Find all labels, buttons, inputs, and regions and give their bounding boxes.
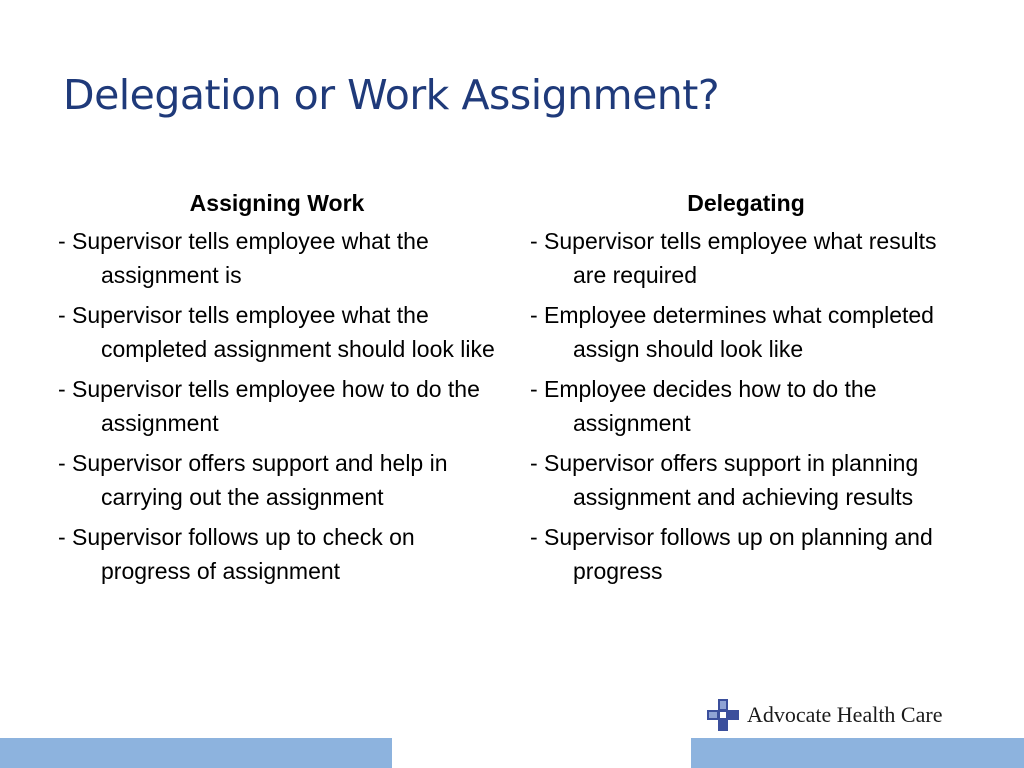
delegating-heading: Delegating xyxy=(687,190,805,216)
list-item: - Supervisor offers support and help in carrying out the assignment xyxy=(58,450,448,510)
list-item: - Supervisor follows up on planning and progress xyxy=(530,524,933,584)
logo-text: Advocate Health Care xyxy=(747,702,943,727)
list-item: - Supervisor tells employee what the completed assignment should look like xyxy=(58,302,495,362)
delegating-list xyxy=(530,224,970,588)
list-item: - Employee determines what completed assign should look like xyxy=(530,302,934,362)
list-item: - Supervisor tells employee what results are required xyxy=(530,228,937,288)
advocate-health-care-logo xyxy=(707,699,942,731)
list-item: - Supervisor follows up to check on progress of assignment xyxy=(58,524,415,584)
assigning-work-heading: Assigning Work xyxy=(189,190,365,216)
slide-title: Delegation or Work Assignment? xyxy=(63,71,720,119)
cross-logo-icon xyxy=(707,699,739,731)
delegating-column xyxy=(530,186,970,594)
footer-band-right xyxy=(691,738,1024,768)
list-item: - Supervisor offers support in planning assignment and achieving results xyxy=(530,450,919,510)
footer-band-left xyxy=(0,738,392,768)
list-item: - Supervisor tells employee what the assignment is xyxy=(58,228,429,288)
assigning-work-list xyxy=(58,224,498,588)
list-item: - Supervisor tells employee how to do the assignment xyxy=(58,376,480,436)
list-item: - Employee decides how to do the assignment xyxy=(530,376,877,436)
assigning-work-column xyxy=(58,186,498,594)
